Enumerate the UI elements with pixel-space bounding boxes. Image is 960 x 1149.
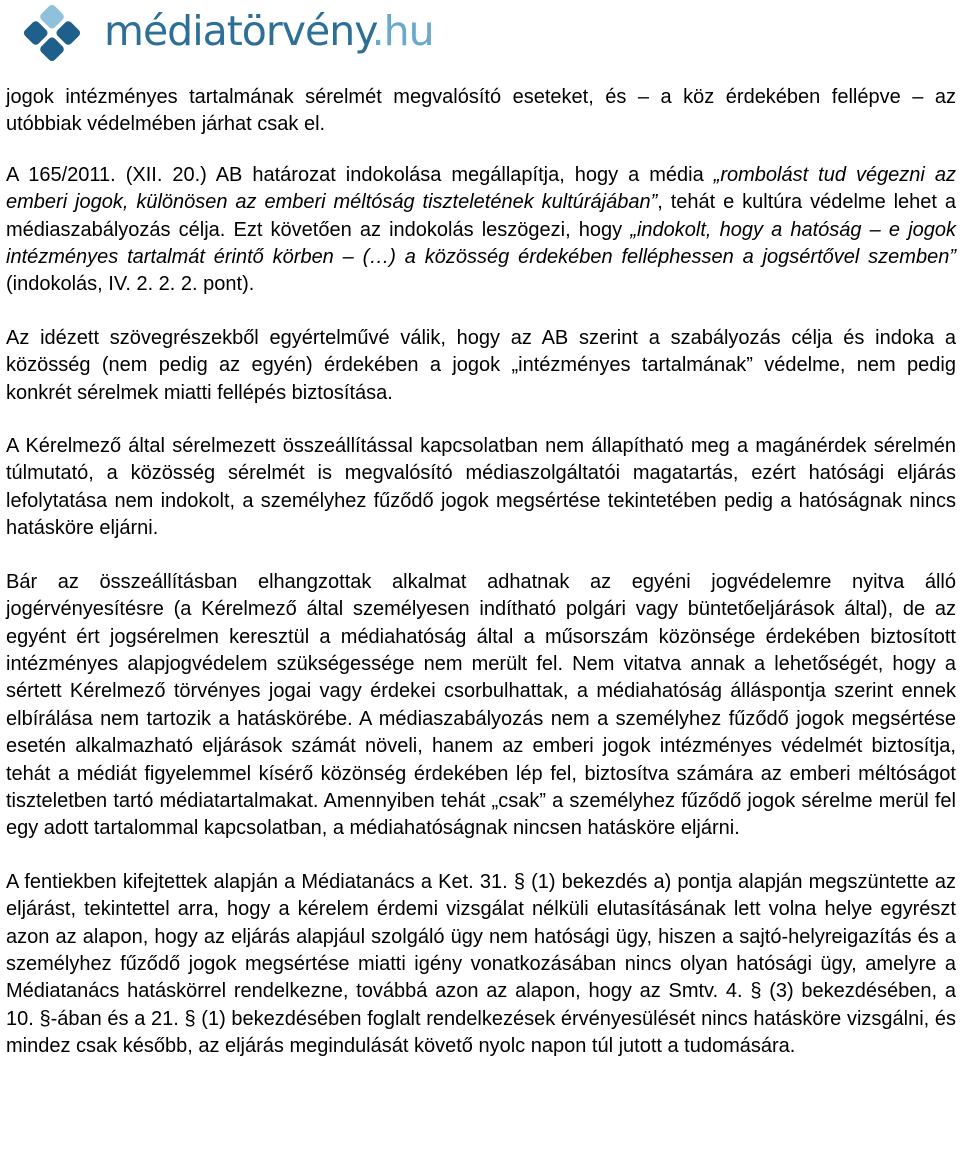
paragraph-5: [6, 569, 956, 843]
paragraph-4-text: A Kérelmező által sérelmezett összeállítással kapcsolatban nem állapítható meg a magánérdek sérelmén túlmutató, a közösség sérelmét is megvalósító médiaszolgáltatói magatartás, ezért hatósági eljárás lefolytatása nem indokolt, a személyhez fűződő jogok megsértése tekintetében pedig a hatóságnak nincs hatásköre eljárni.: [6, 435, 956, 540]
paragraph-5-text: Bár az összeállításban elhangzottak alkalmat adhatnak az egyéni jogvédelemre nyitva álló jogérvényesítésre (a Kérelmező által személyesen indítható polgári vagy büntetőeljárások által), de az egyént ért jogsérelmen keresztül a médiahatóság által a műsorszám közönsége érdekében biztosított intézményes alapjogvédelem szükségessége nem merült fel. Nem vitatva annak a lehetőségét, hogy a sértett Kérelmező törvényes jogai vagy érdekei csorbulhattak, a médiahatóság álláspontja szerint ennek elbírálása nem tartozik a hatáskörébe. A médiaszabályozás nem a személyhez fűződő jogok megsértése esetén alkalmazható eljárások számát növeli, hanem az emberi jogok intézményes védelmét biztosítja, tehát a médiát figyelemmel kísérő közönség érdekében lép fel, biztosítva számára az emberi méltóságot tiszteletben tartó médiatartalmakat. Amennyiben tehát „csak” a személyhez fűződő jogok sérelme merül fel egy adott tartalommal kapcsolatban, a médiahatóságnak nincsen hatásköre eljárni.: [6, 570, 956, 840]
paragraph-3-text: Az idézett szövegrészekből egyértelművé válik, hogy az AB szerint a szabályozás célja és indoka a közösség (nem pedig az egyén) érdekében a jogok „intézményes tartalmának” védelme, nem pedig konkrét sérelmek miatti fellépés biztosítása.: [6, 326, 956, 404]
paragraph-2-quote: „rombolást tud végezni az emberi jogok, különösen az emberi méltóság tiszteletének kultúrájában”: [6, 163, 956, 214]
paragraph-1-text: jogok intézményes tartalmának sérelmét megvalósító eseteket, és – a köz érdekében fellépve – az utóbbiak védelmében járhat csak el.: [6, 86, 956, 136]
paragraph-1: [6, 84, 956, 139]
paragraph-4: [6, 433, 956, 543]
document-body: [6, 84, 956, 1087]
paragraph-2-text: (indokolás, IV. 2. 2. 2. pont).: [6, 273, 255, 296]
four-diamond-logo-icon: [4, 2, 100, 64]
paragraph-2: [6, 162, 956, 299]
paragraph-2-text: , tehát e kultúra védelme lehet a médiaszabályozás célja. Ezt követően az indokolás leszögezi, hogy: [6, 191, 956, 241]
site-logo-tld: .hu: [371, 7, 434, 55]
site-logo-wordmark[interactable]: [104, 6, 434, 56]
site-header: [0, 0, 960, 70]
paragraph-6: [6, 869, 956, 1061]
site-logo-name: médiatörvény: [104, 7, 372, 55]
paragraph-3: [6, 325, 956, 407]
paragraph-2-quote: „indokolt, hogy a hatóság – e jogok intézményes tartalmát érintő körben – (…) a közösség érdekében felléphessen a jogsértővel szemben”: [6, 218, 957, 269]
paragraph-2-text: A 165/2011. (XII. 20.) AB határozat indokolása megállapítja, hogy a média: [6, 163, 714, 186]
paragraph-6-text: A fentiekben kifejtettek alapján a Médiatanács a Ket. 31. § (1) bekezdés a) pontja alapján megszüntette az eljárást, tekintettel arra, hogy a kérelem érdemi vizsgálat nélküli elutasításának lett volna helye egyrészt azon az alapon, hogy az eljárás alapjául szolgáló ügy nem hatósági ügy, hiszen a sajtó-helyreigazítás és a személyhez fűződő jogok megsértése miatti igény vonatkozásában nincs olyan hatósági ügy, amelyre a Médiatanács hatáskörrel rendelkezne, továbbá azon az alapon, hogy az Smtv. 4. § (3) bekezdésében, a 10. §-ában és a 21. § (1) bekezdésében foglalt rendelkezések érvényesülését nincs hatásköre vizsgálni, és mindez csak később, az eljárás megindulását követő nyolc napon túl jutott a tudomására.: [6, 870, 956, 1058]
